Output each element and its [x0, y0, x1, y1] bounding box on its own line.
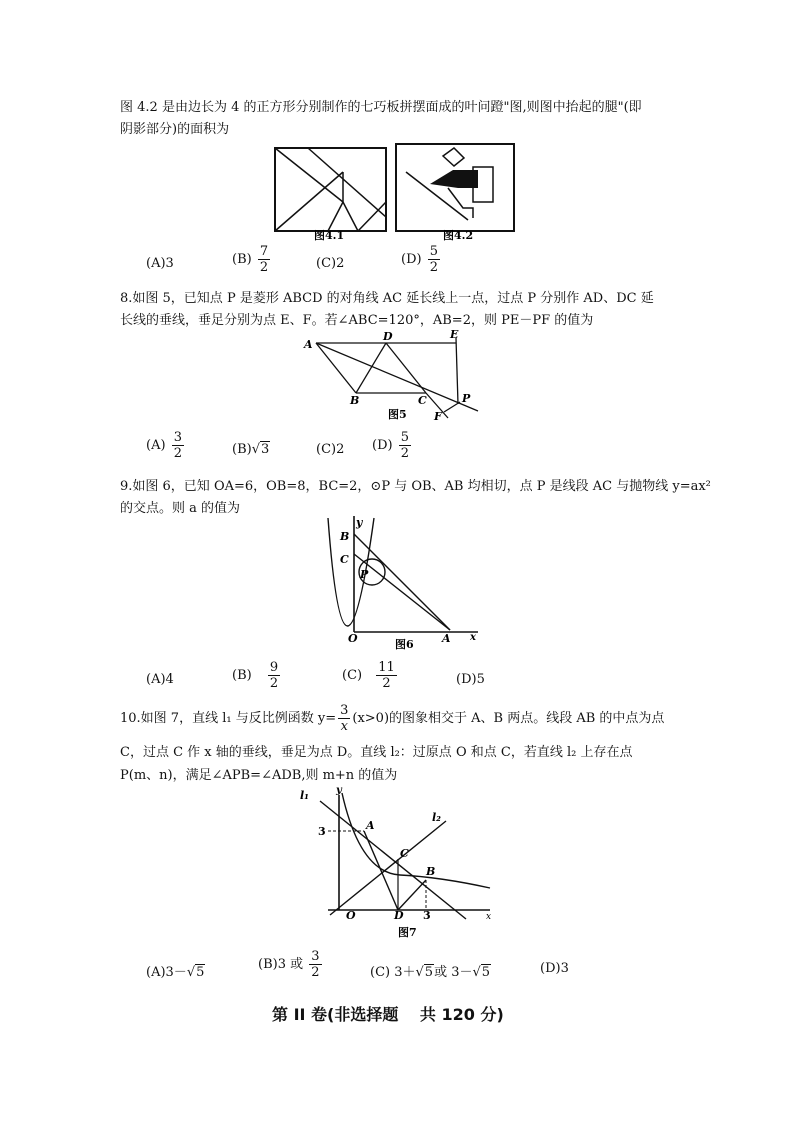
q7-option-c: (C)2 — [316, 256, 345, 271]
q8-option-b-radicand: 3 — [261, 442, 270, 457]
q7-figures — [268, 142, 530, 242]
q8-label-F: F — [434, 410, 442, 423]
q10-text-line3: P(m、n)，满足∠APB=∠ADB,则 m+n 的值为 — [120, 768, 398, 783]
q10-option-b — [258, 949, 324, 980]
q10-label-A: A — [366, 819, 375, 832]
fig4-1-caption: 图4.1 — [314, 229, 345, 242]
q7-option-d-fraction: $\frac{5}{2}$ — [429, 244, 438, 275]
q10-label-3x: 3 — [423, 909, 431, 922]
q7-option-b — [232, 244, 272, 275]
q9-label-C: C — [340, 553, 349, 566]
q8-option-a — [146, 430, 186, 461]
q10-label-O: O — [346, 909, 356, 922]
q9-text-line2: 的交点。则 a 的值为 — [120, 501, 241, 516]
q9-option-d: (D)5 — [456, 672, 485, 687]
q9-option-b — [232, 660, 282, 691]
q8-text-line2: 长线的垂线，垂足分别为点 E、F。若∠ABC=120°，AB=2，则 PE－PF 的值为 — [120, 313, 594, 328]
q7-text-line2: 阴影部分)的面积为 — [120, 122, 230, 137]
q9-label-A: A — [442, 632, 451, 645]
q10-option-c-middle: 或 3－ — [434, 965, 473, 980]
q10-line1-fraction: $\frac{3}{x}$ — [340, 703, 349, 734]
q8-label-D: D — [383, 330, 393, 343]
q9-label-B: B — [340, 530, 350, 543]
q9-label-x: x — [470, 632, 476, 643]
q10-label-B: B — [426, 865, 436, 878]
q8-label-B: B — [350, 394, 360, 407]
q10-label-3y: 3 — [318, 825, 326, 838]
q7-text-line1: 图 4.2 是由边长为 4 的正方形分别制作的七巧板拼摆面成的叶问蹬"图,则图中抬起的腿"(即 — [120, 100, 642, 115]
q10-option-d: (D)3 — [540, 961, 569, 976]
q10-option-c-label: (C) 3＋ — [370, 965, 416, 980]
q9-text-line1: 9.如图 6，已知 OA=6，OB=8，BC=2，⊙P 与 OB、AB 均相切，点 P 是线段 AC 与抛物线 y=ax² — [120, 479, 711, 494]
q9-figure-caption: 图6 — [395, 638, 414, 651]
q10-label-D: D — [394, 909, 404, 922]
fig4-2-caption: 图4.2 — [443, 229, 474, 242]
q8-option-a-label: (A) — [146, 438, 166, 453]
q10-line1-part-b: (x>0)的图象相交于 A、B 两点。线段 AB 的中点为点 — [352, 711, 665, 726]
q10-option-c-radicand-1: 5 — [424, 965, 434, 980]
q10-line1-part-a: 10.如图 7，直线 l₁ 与反比例函数 y= — [120, 711, 337, 726]
q9-option-c — [342, 660, 399, 691]
q9-label-P: P — [360, 568, 369, 581]
q9-figure-6 — [310, 512, 485, 654]
q8-option-d-fraction: $\frac{5}{2}$ — [400, 430, 409, 461]
q8-text-line1: 8.如图 5，已知点 P 是菱形 ABCD 的对角线 AC 延长线上一点，过点 P 分别作 AD、DC 延 — [120, 291, 654, 306]
q8-option-d — [372, 430, 413, 461]
q9-option-b-label: (B) — [232, 668, 252, 683]
q7-option-b-label: (B) — [232, 252, 252, 267]
q8-option-b-label: (B) — [232, 442, 252, 457]
q10-label-y: y — [336, 785, 342, 796]
q8-option-c: (C)2 — [316, 442, 345, 457]
q9-label-y: y — [356, 516, 363, 529]
figure-4-1 — [275, 148, 386, 231]
figure-4-2 — [396, 144, 514, 231]
q9-option-b-fraction: $\frac{9}{2}$ — [269, 660, 279, 691]
q10-label-l1: l₁ — [300, 789, 309, 802]
q7-option-d-label: (D) — [401, 252, 422, 267]
q10-text-line1 — [120, 703, 664, 734]
q8-option-d-label: (D) — [372, 438, 393, 453]
section-title: 第 II 卷(非选择题 共 120 分) — [272, 1005, 504, 1024]
q9-option-c-label: (C) — [342, 668, 363, 683]
q7-option-d — [401, 244, 442, 275]
q10-label-C: C — [400, 847, 409, 860]
q10-text-line2: C，过点 C 作 x 轴的垂线，垂足为点 D。直线 l₂：过原点 O 和点 C，若直线 l₂ 上存在点 — [120, 745, 633, 760]
q9-option-a: (A)4 — [146, 672, 174, 687]
q7-option-b-fraction: $\frac{7}{2}$ — [259, 244, 269, 275]
q10-option-b-fraction: $\frac{3}{2}$ — [311, 949, 320, 980]
q7-option-a: (A)3 — [146, 256, 174, 271]
q9-option-c-fraction: $\frac{11}{2}$ — [378, 660, 395, 691]
q10-option-a-label: (A)3－ — [146, 965, 187, 980]
q8-label-C: C — [418, 394, 427, 407]
q10-option-a-radicand: 5 — [196, 965, 205, 980]
q8-figure-caption: 图5 — [388, 408, 407, 421]
q10-option-b-label: (B)3 或 — [258, 957, 304, 972]
q9-label-O: O — [348, 632, 358, 645]
q8-option-b: (B)√3 — [232, 442, 270, 457]
q8-label-E: E — [450, 328, 459, 341]
q10-figure-caption: 图7 — [398, 926, 417, 939]
q10-figure-7 — [290, 783, 500, 943]
q8-label-A: A — [304, 338, 313, 351]
q10-label-x: x — [486, 912, 492, 922]
q8-option-a-fraction: $\frac{3}{2}$ — [173, 430, 182, 461]
q10-label-l2: l₂ — [432, 811, 441, 824]
q8-figure-5 — [298, 326, 488, 424]
q10-option-a: (A)3－√5 — [146, 965, 205, 980]
q10-option-c: (C) 3＋√5或 3－√5 — [370, 965, 491, 980]
q10-option-c-radicand-2: 5 — [481, 965, 491, 980]
q8-label-P: P — [462, 392, 471, 405]
